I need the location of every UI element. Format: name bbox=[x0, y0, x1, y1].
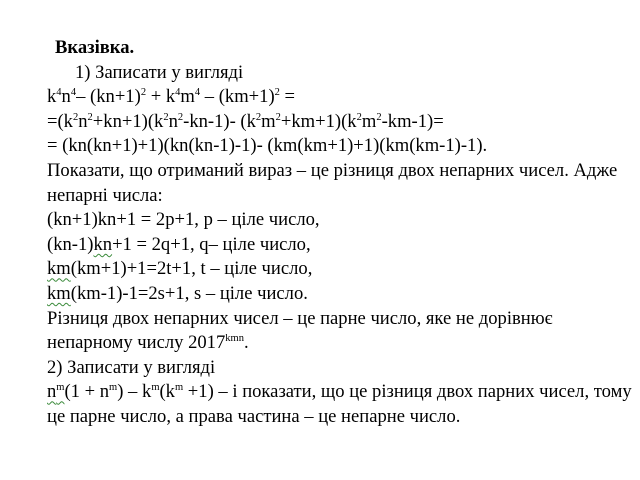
document-body bbox=[47, 36, 632, 430]
spellcheck-mark: kn bbox=[93, 233, 113, 255]
paragraph-even-difference: Різниця двох непарних чисел – це парне число, яке не дорівнює непарному числу $2017^{kmn}$. bbox=[47, 307, 553, 354]
step1-title: 1) Записати у вигляді bbox=[75, 61, 244, 83]
equation-4: km(km-1)-1=2s+1, s – ціле число. bbox=[47, 282, 308, 304]
math-line-2: $=(k^2n^2+kn+1)(k^2n^2-kn-1)-$ $(k^2m^2+km+1)(k^2m^2-km-1)=$ bbox=[47, 110, 444, 132]
spellcheck-mark: km bbox=[47, 258, 71, 280]
spellcheck-mark: $n^m$ bbox=[47, 381, 65, 403]
math-line-1: $k^4n^4-$ $(kn+1)^2 + k^4m^4 - (km+1)^2$ = bbox=[47, 86, 296, 108]
heading: Вказівка. bbox=[55, 37, 135, 58]
paragraph-odd-difference: Показати, що отриманий вираз – це різниця двох непарних чисел. Адже непарні числа: bbox=[47, 159, 618, 206]
paragraph-step2: $n^m(1 + n^m) - k^m(k^m +1) - і$ показати, що це різниця двох парних чисел, тому це парне число, а права частина – це непарне число. bbox=[47, 381, 632, 427]
spellcheck-mark: km bbox=[47, 282, 71, 304]
equation-3: km(km+1)+1=2t+1, t – ціле число, bbox=[47, 258, 313, 280]
math-line-3: = (kn(kn+1)+1)(kn(kn-1)-1)- (km(km+1)+1)(km(km-1)-1). bbox=[47, 135, 488, 157]
equation-2: (kn-1)kn+1 = 2q+1, q– ціле число, bbox=[47, 233, 311, 255]
equation-1: (kn+1)kn+1 = 2p+1, p – ціле число, bbox=[47, 209, 320, 231]
step2-title: 2) Записати у вигляді bbox=[47, 356, 216, 378]
